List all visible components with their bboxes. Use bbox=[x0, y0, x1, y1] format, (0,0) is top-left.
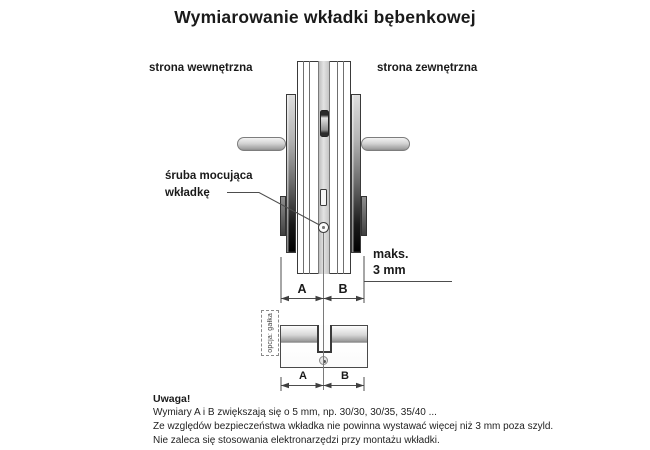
note-line-2: Ze względów bezpieczeństwa wkładka nie powinna wystawać więcej niż 3 mm poza szyld. bbox=[153, 421, 554, 432]
door-layer-line bbox=[337, 61, 338, 274]
door-layer-line bbox=[343, 61, 344, 274]
outer-side-label: strona zewnętrzna bbox=[377, 62, 478, 74]
keyway-slot bbox=[320, 189, 327, 206]
cylinder-channel bbox=[318, 61, 330, 274]
rosette-outer bbox=[361, 196, 367, 236]
knob-option-label: opcja: gałka bbox=[266, 313, 274, 353]
page-title: Wymiarowanie wkładki bębenkowej bbox=[174, 7, 476, 27]
notes-heading: Uwaga! bbox=[153, 393, 191, 405]
door-layer-line bbox=[303, 61, 304, 274]
shield-outer bbox=[351, 94, 361, 253]
door-layer-line bbox=[309, 61, 310, 274]
detail-fixing-screw bbox=[319, 356, 328, 365]
detail-dim-a-label: A bbox=[299, 370, 307, 382]
spindle-follower bbox=[320, 110, 329, 137]
door-handle-inner bbox=[237, 137, 286, 151]
rosette-inner bbox=[280, 196, 286, 236]
max-protrusion-label: maks. 3 mm bbox=[373, 247, 409, 277]
detail-dim-b-label: B bbox=[341, 370, 349, 382]
fixing-screw-label: śruba mocująca wkładkę bbox=[165, 170, 253, 199]
inner-side-label: strona wewnętrzna bbox=[149, 62, 253, 74]
note-line-3: Nie zaleca się stosowania elektronarzędzi przy montażu wkładki. bbox=[153, 435, 440, 446]
cam-notch bbox=[317, 325, 332, 353]
door-handle-outer bbox=[361, 137, 410, 151]
screw-center-dot bbox=[322, 226, 325, 229]
dim-b-label: B bbox=[338, 282, 348, 296]
note-line-1: Wymiary A i B zwiększają się o 5 mm, np. 30/30, 30/35, 35/40 ... bbox=[153, 407, 437, 418]
knob-option-box bbox=[261, 310, 279, 356]
dim-a-label: A bbox=[297, 282, 307, 296]
fixing-screw bbox=[318, 222, 329, 233]
shield-inner bbox=[286, 94, 296, 253]
detail-screw-dot bbox=[323, 360, 326, 363]
